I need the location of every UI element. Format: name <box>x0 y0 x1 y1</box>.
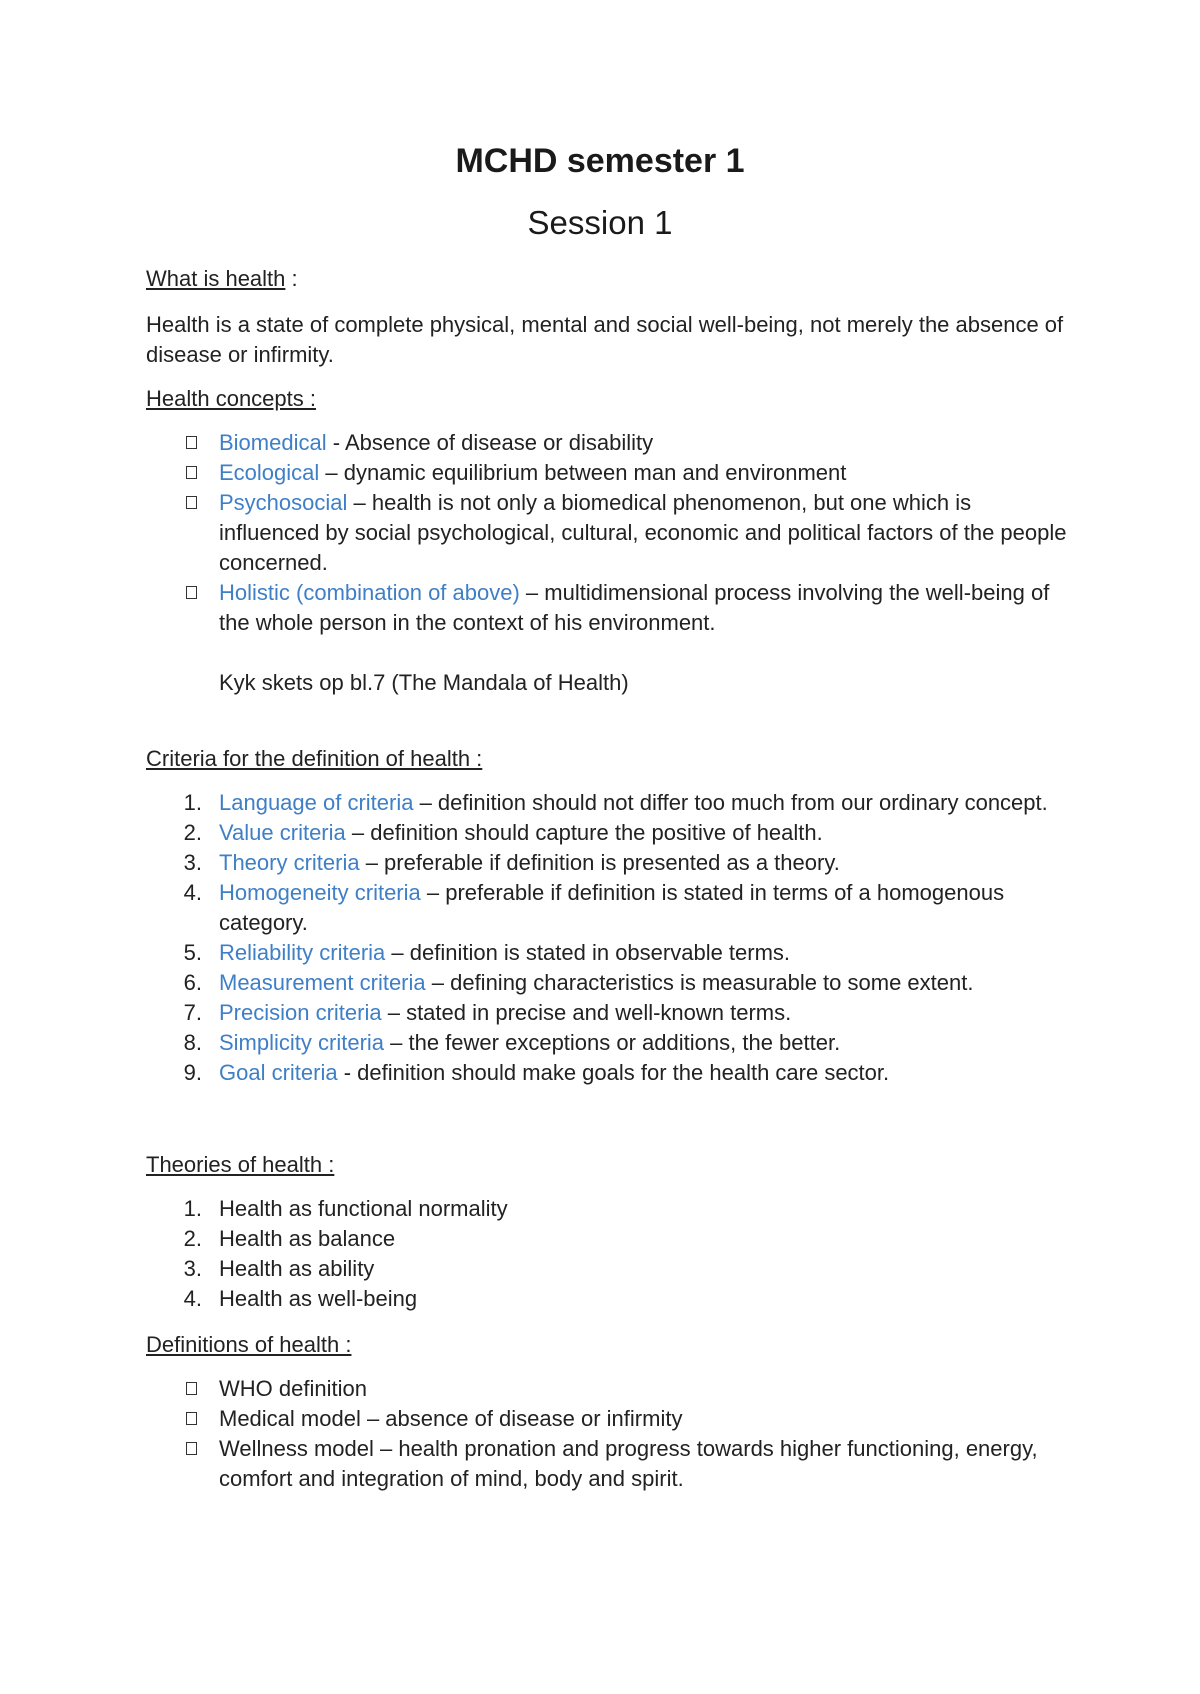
list-item: Biomedical - Absence of disease or disability <box>146 428 1076 458</box>
definitions-list <box>146 1374 1076 1494</box>
list-item: 3. Theory criteria – preferable if definition is presented as a theory. <box>183 850 840 875</box>
section-heading-criteria: Criteria for the definition of health : <box>146 746 483 771</box>
criteria-list <box>146 788 1076 1088</box>
checkbox-bullet-icon <box>186 1412 197 1425</box>
mandala-note: Kyk skets op bl.7 (The Mandala of Health) <box>219 670 629 695</box>
list-item: Holistic (combination of above) – multidimensional process involving the well-being of the whole person in the context of his environment. <box>146 578 1076 638</box>
document-body <box>146 264 1076 1494</box>
list-item: 2. Health as balance <box>183 1226 396 1251</box>
list-item: 7. Precision criteria – stated in precise and well-known terms. <box>183 1000 792 1025</box>
list-item: Wellness model – health pronation and progress towards higher functioning, energy, comfort and integration of mind, body and spirit. <box>146 1434 1076 1494</box>
list-item: Ecological – dynamic equilibrium between man and environment <box>146 458 1076 488</box>
list-item: Medical model – absence of disease or infirmity <box>146 1404 1076 1434</box>
checkbox-bullet-icon <box>186 1442 197 1455</box>
list-item: 5. Reliability criteria – definition is stated in observable terms. <box>183 940 791 965</box>
section-heading-definitions: Definitions of health : <box>146 1332 352 1357</box>
concepts-list <box>146 428 1076 638</box>
checkbox-bullet-icon <box>186 586 197 599</box>
checkbox-bullet-icon <box>186 496 197 509</box>
checkbox-bullet-icon <box>186 466 197 479</box>
list-item: Psychosocial – health is not only a biomedical phenomenon, but one which is influenced by social psychological, cultural, economic and political factors of the people concerned. <box>146 488 1076 578</box>
list-item: 3. Health as ability <box>183 1256 375 1281</box>
checkbox-bullet-icon <box>186 1382 197 1395</box>
list-item: 2. Value criteria – definition should capture the positive of health. <box>183 820 823 845</box>
section-heading-theories: Theories of health : <box>146 1152 335 1177</box>
list-item: 8. Simplicity criteria – the fewer exceptions or additions, the better. <box>183 1030 841 1055</box>
section-heading-health-concepts: Health concepts : <box>146 386 316 411</box>
document-title: MCHD semester 1 <box>455 142 745 180</box>
list-item: 4. Health as well-being <box>183 1286 418 1311</box>
list-item: 1. Language of criteria – definition should not differ too much from our ordinary concept. <box>183 790 1048 815</box>
list-item: 9. Goal criteria - definition should make goals for the health care sector. <box>183 1060 890 1085</box>
list-item: WHO definition <box>146 1374 1076 1404</box>
theories-list <box>146 1194 1076 1314</box>
document-subtitle: Session 1 <box>527 204 673 241</box>
health-definition-paragraph: Health is a state of complete physical, mental and social well-being, not merely the absence of disease or infirmity. <box>146 312 1064 367</box>
section-heading-what-is-health: What is health : <box>146 266 298 291</box>
checkbox-bullet-icon <box>186 436 197 449</box>
list-item: 4. Homogeneity criteria – preferable if definition is stated in terms of a homogenous category. <box>183 880 1005 935</box>
list-item: 1. Health as functional normality <box>183 1196 508 1221</box>
list-item: 6. Measurement criteria – defining characteristics is measurable to some extent. <box>183 970 974 995</box>
